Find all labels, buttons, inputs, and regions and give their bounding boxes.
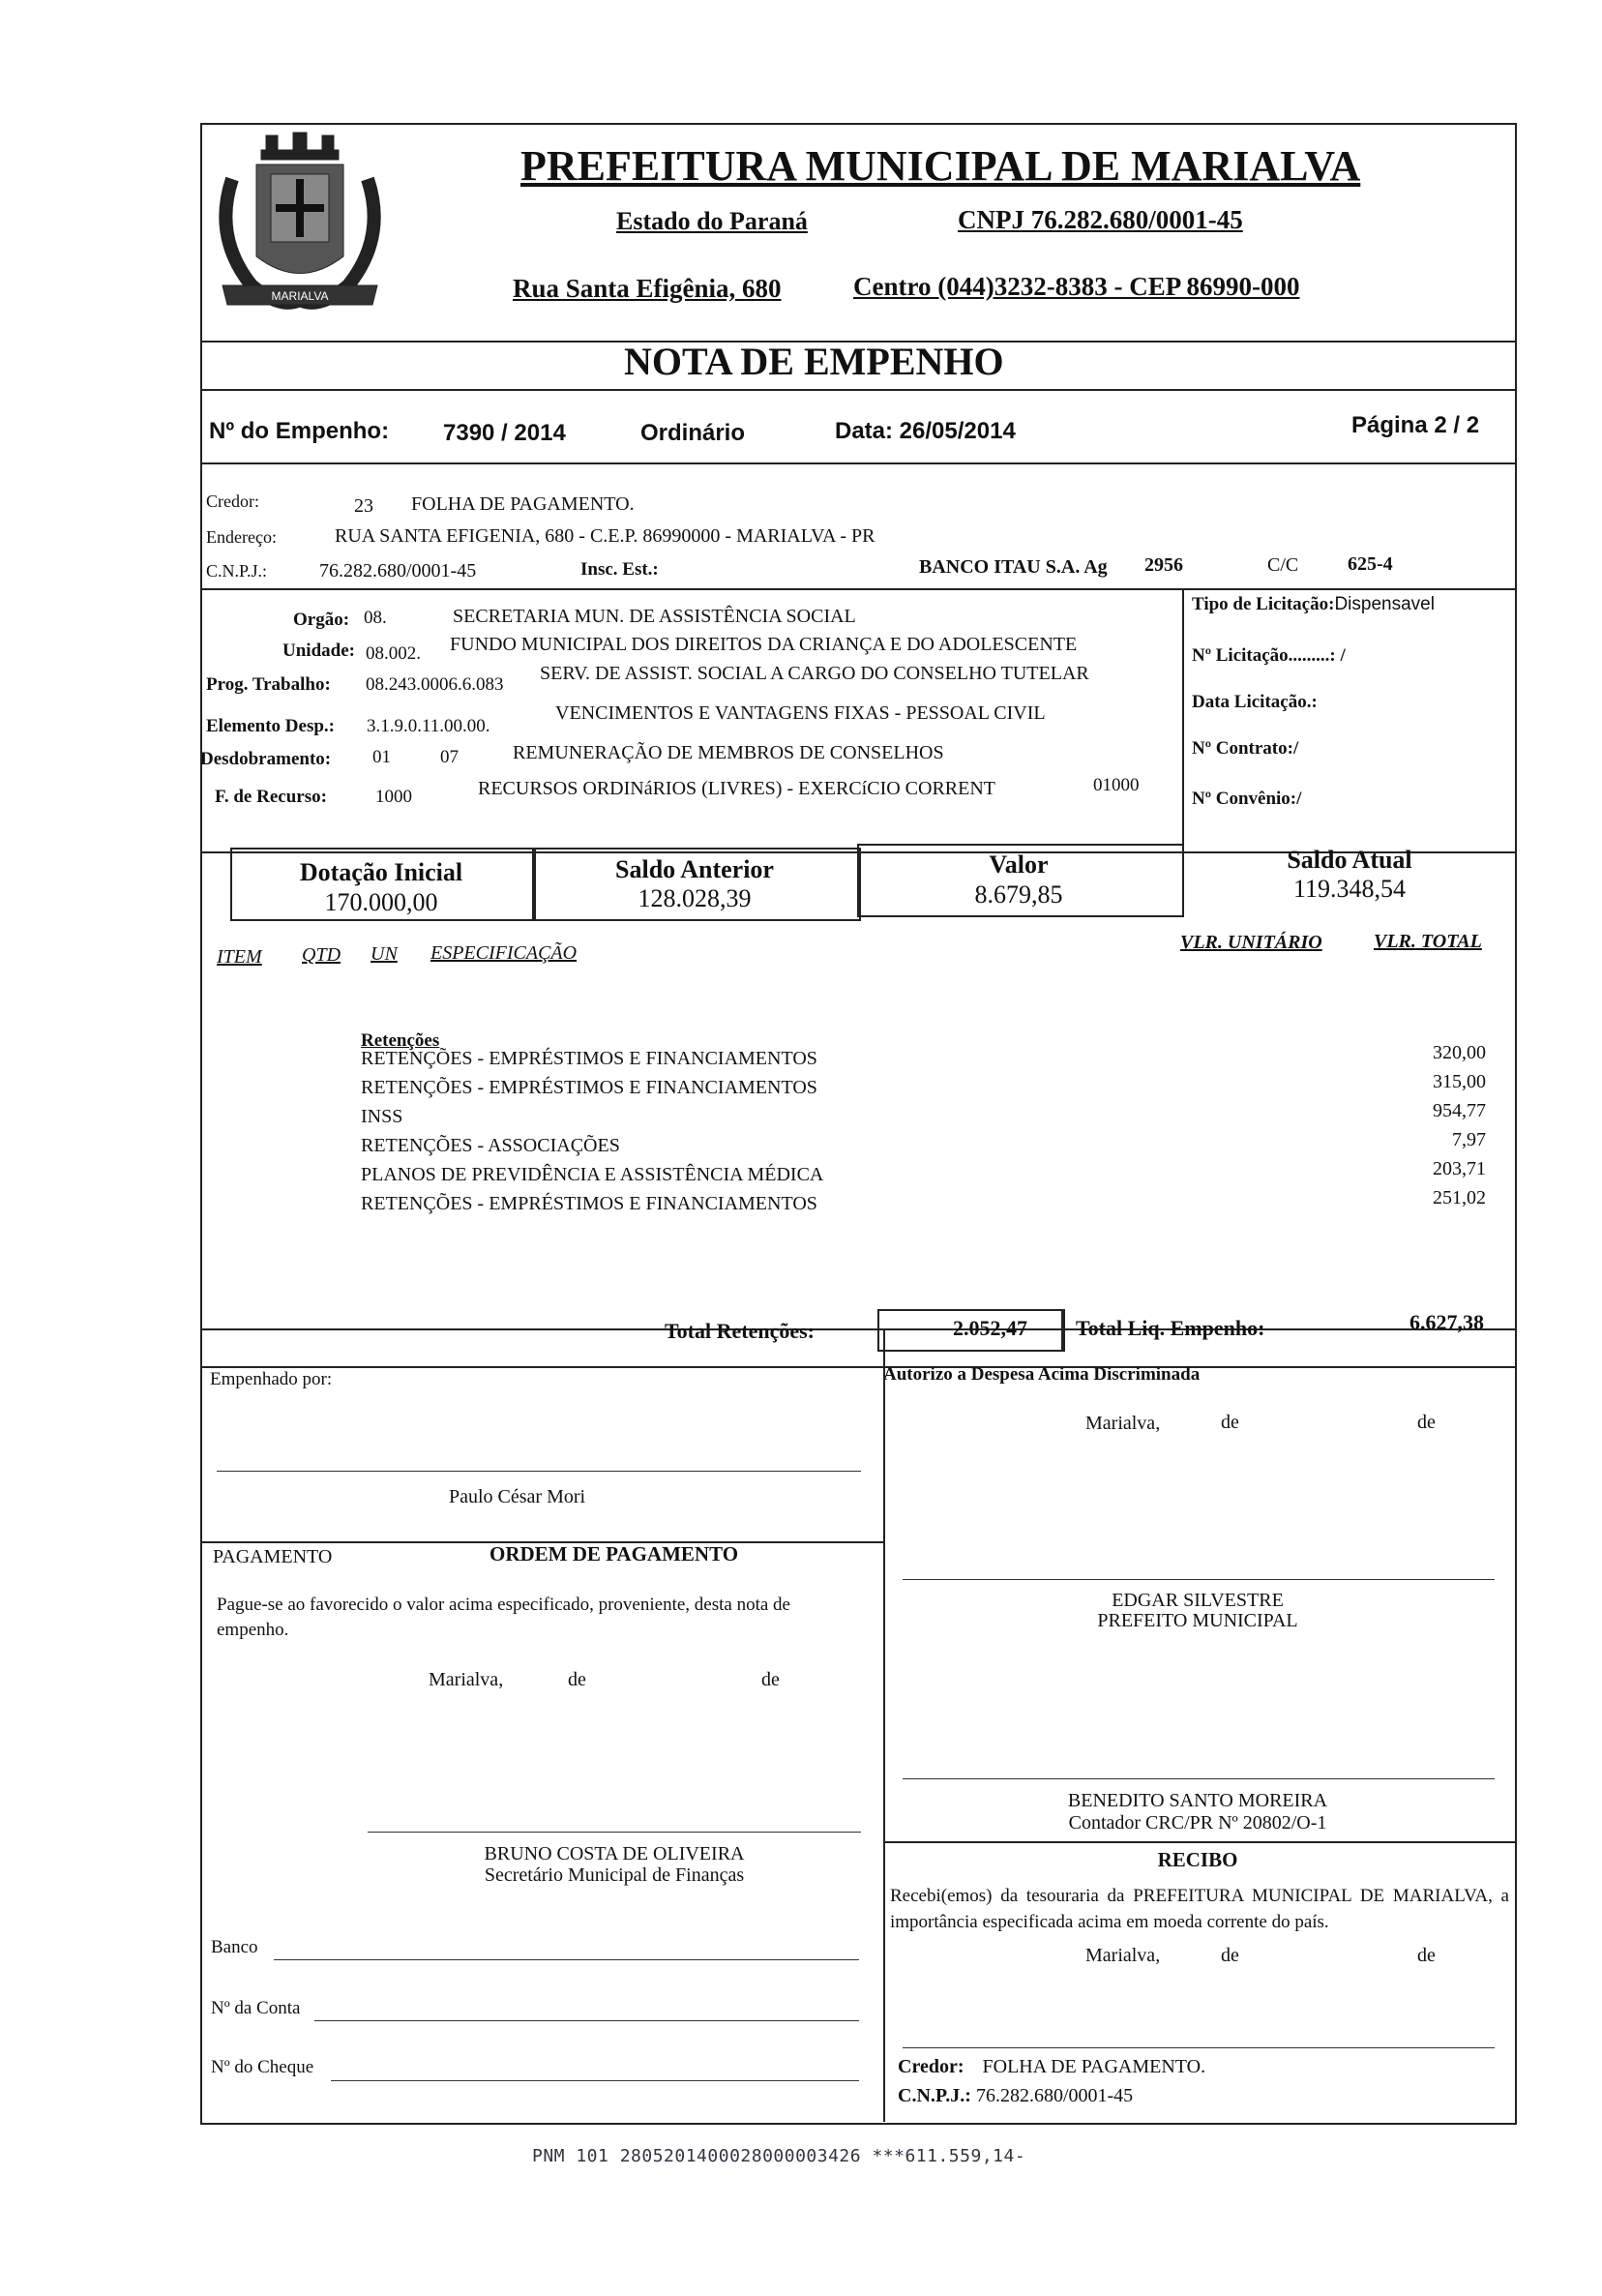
retencao-value: 954,77 bbox=[1433, 1100, 1486, 1121]
cheque-line bbox=[331, 2080, 859, 2081]
recibo-text: Recebi(emos) da tesouraria da PREFEITURA MUNICIPAL DE MARIALVA, a importância especificada acima em moeda corrente do país. bbox=[890, 1886, 1509, 1932]
divider bbox=[200, 1366, 1515, 1368]
orgao-code: 08. bbox=[364, 608, 387, 628]
pague-se-text: Pague-se ao favorecido o valor acima especificado, proveniente, desta nota de empenho. bbox=[217, 1595, 790, 1640]
numero-contrato: Nº Contrato:/ bbox=[1192, 738, 1299, 759]
footer-cnpj-label: C.N.P.J.: bbox=[898, 2085, 971, 2106]
retencao-desc: RETENÇÕES - EMPRÉSTIMOS E FINANCIAMENTOS bbox=[361, 1193, 817, 1214]
recibo-de-1: de bbox=[1221, 1945, 1239, 1966]
retencao-desc: INSS bbox=[361, 1106, 403, 1127]
data-licitacao: Data Licitação.: bbox=[1192, 692, 1318, 712]
credor-code: 23 bbox=[354, 495, 373, 517]
responsavel-name: Paulo César Mori bbox=[449, 1486, 586, 1507]
footer-cnpj bbox=[898, 2085, 1133, 2107]
ordem-pagamento-label: ORDEM DE PAGAMENTO bbox=[490, 1542, 739, 1565]
unidade-label: Unidade: bbox=[282, 641, 355, 661]
recurso-code: 1000 bbox=[375, 787, 412, 807]
endereco-label: Endereço: bbox=[206, 527, 277, 547]
signature-line bbox=[903, 1778, 1495, 1779]
retencao-value: 7,97 bbox=[1452, 1129, 1486, 1150]
retencao-value: 203,71 bbox=[1433, 1158, 1486, 1179]
saldo-atual-label: Saldo Atual bbox=[1287, 846, 1412, 874]
signature-line bbox=[903, 1579, 1495, 1580]
orgao-label: Orgão: bbox=[293, 610, 350, 630]
cnpj-label: C.N.P.J.: bbox=[206, 561, 268, 581]
empenho-type: Ordinário bbox=[640, 420, 746, 446]
autorizo-de-2: de bbox=[1417, 1412, 1436, 1433]
divider bbox=[200, 588, 1515, 590]
cnpj-value: 76.282.680/0001-45 bbox=[319, 560, 477, 581]
pagamento-marialva: Marialva, bbox=[429, 1669, 504, 1690]
retencao-value: 320,00 bbox=[1433, 1042, 1486, 1063]
saldo-atual-value: 119.348,54 bbox=[1292, 875, 1407, 903]
retencao-value: 315,00 bbox=[1433, 1071, 1486, 1092]
authentication-code: PNM 101 2805201400028000003426 ***611.559,14- bbox=[532, 2146, 1026, 2166]
header-contact: Centro (044)3232-8383 - CEP 86990-000 bbox=[853, 272, 1300, 301]
saldo-anterior-label: Saldo Anterior bbox=[615, 855, 774, 883]
col-un: UN bbox=[371, 943, 398, 965]
unidade-name: FUNDO MUNICIPAL DOS DIREITOS DA CRIANÇA E DO ADOLESCENTE bbox=[450, 634, 1078, 655]
retencao-value: 251,02 bbox=[1433, 1187, 1486, 1208]
prefeito-cargo: PREFEITO MUNICIPAL bbox=[1097, 1610, 1298, 1631]
signature-line bbox=[368, 1832, 861, 1833]
signature-line bbox=[217, 1471, 861, 1472]
state-name: Estado do Paraná bbox=[616, 207, 808, 235]
banco-value: BANCO ITAU S.A. Ag bbox=[919, 556, 1108, 578]
dotacao-inicial-value: 170.000,00 bbox=[324, 888, 438, 916]
conta-label: Nº da Conta bbox=[211, 1998, 301, 2018]
desdobramento-label: Desdobramento: bbox=[200, 749, 332, 769]
page-number: Página 2 / 2 bbox=[1351, 412, 1480, 438]
col-vlr-total: VLR. TOTAL bbox=[1374, 931, 1482, 952]
recibo-title: RECIBO bbox=[1157, 1848, 1238, 1871]
retencoes-title: Retenções bbox=[361, 1030, 440, 1051]
secretario-name: BRUNO COSTA DE OLIVEIRA bbox=[484, 1843, 745, 1864]
col-vlr-unitario: VLR. UNITÁRIO bbox=[1180, 932, 1322, 953]
valor-value: 8.679,85 bbox=[974, 880, 1063, 909]
page-title: PREFEITURA MUNICIPAL DE MARIALVA bbox=[520, 142, 1361, 190]
desdobramento-name: REMUNERAÇÃO DE MEMBROS DE CONSELHOS bbox=[513, 742, 944, 763]
conta-line bbox=[314, 2020, 859, 2021]
tipo-licitacao-value: Dispensavel bbox=[1334, 594, 1435, 614]
credor-name: FOLHA DE PAGAMENTO. bbox=[411, 493, 635, 515]
tipo-licitacao bbox=[1192, 594, 1435, 615]
banco-label: Banco bbox=[211, 1937, 258, 1957]
document-title: NOTA DE EMPENHO bbox=[624, 340, 1004, 383]
header-address: Rua Santa Efigênia, 680 bbox=[513, 274, 782, 303]
total-retencoes-value: 2.052,47 bbox=[953, 1316, 1027, 1340]
retencao-desc: PLANOS DE PREVIDÊNCIA E ASSISTÊNCIA MÉDICA bbox=[361, 1164, 824, 1185]
divider bbox=[883, 1841, 1515, 1843]
prog-name: SERV. DE ASSIST. SOCIAL A CARGO DO CONSELHO TUTELAR bbox=[540, 663, 1089, 684]
endereco-value: RUA SANTA EFIGENIA, 680 - C.E.P. 86990000 - MARIALVA - PR bbox=[335, 525, 875, 547]
cc-value: 625-4 bbox=[1348, 553, 1393, 575]
saldo-anterior-value: 128.028,39 bbox=[638, 884, 752, 912]
insc-est-label: Insc. Est.: bbox=[580, 559, 659, 580]
divider bbox=[1182, 588, 1184, 851]
numero-licitacao: Nº Licitação.........: / bbox=[1192, 645, 1346, 666]
total-retencoes-label: Total Retenções: bbox=[665, 1319, 815, 1343]
empenho-label: Nº do Empenho: bbox=[209, 418, 390, 444]
dotacao-inicial-label: Dotação Inicial bbox=[299, 858, 463, 886]
total-liquido-value: 6.627,38 bbox=[1409, 1310, 1484, 1334]
desdobramento-code: 01 bbox=[372, 747, 391, 767]
credor-label: Credor: bbox=[206, 492, 259, 511]
elemento-label: Elemento Desp.: bbox=[206, 716, 335, 736]
recurso-name: RECURSOS ORDINáRIOS (LIVRES) - EXERCíCIO CORRENT bbox=[478, 778, 996, 799]
numero-convenio: Nº Convênio:/ bbox=[1192, 789, 1302, 809]
recurso-label: F. de Recurso: bbox=[215, 787, 327, 807]
secretario-cargo: Secretário Municipal de Finanças bbox=[484, 1864, 745, 1886]
col-qtd: QTD bbox=[302, 944, 341, 966]
divider bbox=[200, 462, 1515, 464]
unidade-code: 08.002. bbox=[366, 643, 421, 664]
divider bbox=[1061, 1309, 1063, 1350]
retencao-desc: RETENÇÕES - EMPRÉSTIMOS E FINANCIAMENTOS bbox=[361, 1077, 817, 1098]
elemento-code: 3.1.9.0.11.00.00. bbox=[367, 716, 490, 736]
cc-label: C/C bbox=[1267, 554, 1299, 576]
recibo-marialva: Marialva, bbox=[1085, 1945, 1161, 1966]
recibo-de-2: de bbox=[1417, 1945, 1436, 1966]
pagamento-de-1: de bbox=[568, 1669, 586, 1690]
divider bbox=[200, 389, 1515, 391]
retencao-desc: RETENÇÕES - EMPRÉSTIMOS E FINANCIAMENTOS bbox=[361, 1048, 817, 1069]
contador-cargo: Contador CRC/PR Nº 20802/O-1 bbox=[1068, 1812, 1327, 1834]
autorizo-de-1: de bbox=[1221, 1412, 1239, 1433]
col-item: ITEM bbox=[217, 946, 262, 968]
footer-cnpj-value: 76.282.680/0001-45 bbox=[975, 2085, 1134, 2106]
tipo-licitacao-label: Tipo de Licitação: bbox=[1192, 594, 1335, 614]
empenho-date: Data: 26/05/2014 bbox=[835, 418, 1016, 444]
footer-credor-label: Credor: bbox=[898, 2056, 964, 2077]
svg-text:MARIALVA: MARIALVA bbox=[271, 289, 329, 303]
footer-credor bbox=[898, 2056, 1205, 2078]
pagamento-label: PAGAMENTO bbox=[213, 1546, 333, 1567]
empenho-number: 7390 / 2014 bbox=[443, 420, 566, 446]
empenhado-por-label: Empenhado por: bbox=[210, 1369, 333, 1389]
orgao-name: SECRETARIA MUN. DE ASSISTÊNCIA SOCIAL bbox=[453, 606, 856, 627]
agencia-value: 2956 bbox=[1144, 554, 1183, 576]
cheque-label: Nº do Cheque bbox=[211, 2057, 314, 2077]
header-cnpj: CNPJ 76.282.680/0001-45 bbox=[958, 205, 1243, 234]
banco-line bbox=[274, 1959, 859, 1960]
signature-line bbox=[903, 2047, 1495, 2048]
recurso-num: 01000 bbox=[1093, 775, 1140, 795]
contador-name: BENEDITO SANTO MOREIRA bbox=[1067, 1790, 1328, 1811]
pagamento-de-2: de bbox=[761, 1669, 780, 1690]
valor-label: Valor bbox=[989, 850, 1049, 879]
prog-label: Prog. Trabalho: bbox=[206, 674, 331, 695]
prefeito-name: EDGAR SILVESTRE bbox=[1112, 1590, 1284, 1611]
retencao-desc: RETENÇÕES - ASSOCIAÇÕES bbox=[361, 1135, 620, 1156]
prog-code: 08.243.0006.6.083 bbox=[366, 674, 504, 695]
desdobramento-sub: 07 bbox=[440, 747, 459, 767]
col-especificacao: ESPECIFICAÇÃO bbox=[430, 942, 578, 964]
autorizo-marialva: Marialva, bbox=[1085, 1413, 1161, 1434]
footer-credor-name: FOLHA DE PAGAMENTO. bbox=[982, 2056, 1206, 2077]
elemento-name: VENCIMENTOS E VANTAGENS FIXAS - PESSOAL CIVIL bbox=[555, 702, 1046, 724]
autorizo-label: Autorizo a Despesa Acima Discriminada bbox=[883, 1364, 1201, 1385]
total-liquido-label: Total Liq. Empenho: bbox=[1076, 1316, 1265, 1340]
divider bbox=[883, 1328, 885, 2122]
divider bbox=[200, 1328, 1515, 1330]
